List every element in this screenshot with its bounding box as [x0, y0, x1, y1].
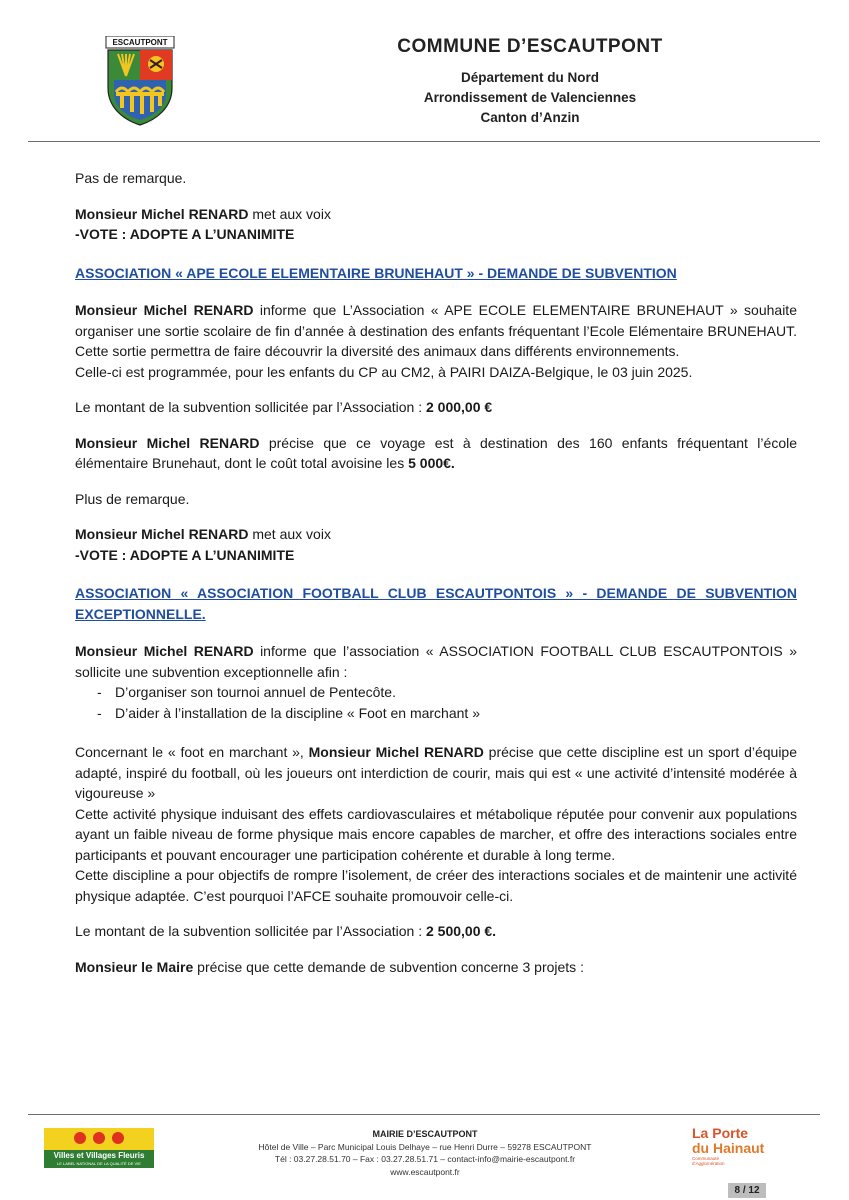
website-line: www.escautpont.fr [390, 1166, 460, 1177]
footer-divider [28, 1114, 820, 1115]
mairie-title: MAIRIE D’ESCAUTPONT [372, 1129, 478, 1139]
speaker-name: Monsieur Michel RENARD [308, 744, 484, 760]
vvf-title: Villes et Villages Fleuris [53, 1151, 145, 1160]
arrondissement-line: Arrondissement de Valenciennes [423, 90, 637, 105]
total-cost: 5 000€. [408, 455, 455, 471]
objectives-list [75, 682, 797, 723]
list-item: - D’aider à l’installation de la discipline « Foot en marchant » [97, 703, 797, 724]
villes-villages-fleuris-logo [44, 1128, 154, 1168]
paragraph [75, 742, 797, 804]
paragraph: Cette discipline a pour objectifs de rompre l’isolement, de créer des interactions sociales et de maintenir une activité physique adaptée. C’est pourquoi l’AFCE souhaite promouvoir celle-ci. [75, 867, 797, 904]
commune-title: COMMUNE D’ESCAUTPONT [397, 36, 663, 57]
paragraph [75, 641, 797, 682]
porte-line-1: La Porte [692, 1125, 749, 1141]
canton-line: Canton d’Anzin [480, 110, 580, 125]
porte-line-2: du Hainaut [692, 1140, 765, 1156]
amount-paragraph [75, 921, 797, 942]
paragraph-text: informe que l’association « ASSOCIATION FOOTBALL CLUB ESCAUTPONTOIS » sollicite une subvention exceptionnelle afin : [75, 643, 797, 680]
paragraph-text: précise que cette discipline est un sport d’équipe adapté, inspiré du football, où les joueurs ont interdiction de courir, mais qui est « une activité d’intensité modérée à vigoureuse » [75, 744, 798, 801]
page-number: 8 / 12 [728, 1183, 766, 1198]
vote-text: met aux voix [248, 205, 331, 222]
vote-result: -VOTE : ADOPTE A L’UNANIMITE [75, 226, 295, 242]
vote-line [75, 524, 797, 545]
paragraph-text: précise que cette demande de subvention concerne 3 projets : [193, 958, 584, 975]
speaker-name: Monsieur Michel RENARD [75, 526, 249, 542]
escautpont-crest-logo [104, 36, 176, 126]
vote-result: -VOTE : ADOPTE A L’UNANIMITE [75, 546, 295, 563]
paragraph-text: précise que ce voyage est à destination des 160 enfants fréquentant l’école élémentaire Brunehaut, dont le coût total avoisine les [75, 434, 797, 471]
address-line: Hôtel de Ville – Parc Municipal Louis Delhaye – rue Henri Durre – 59278 ESCAUTPONT [258, 1141, 592, 1152]
header-divider [28, 141, 820, 142]
paragraph [75, 957, 797, 978]
amount-value: 2 500,00 €. [425, 923, 497, 939]
minutes-body [75, 168, 797, 992]
footer-address [200, 1128, 650, 1178]
letterhead [320, 36, 740, 128]
paragraph: Celle-ci est programmée, pour les enfants du CP au CM2, à PAIRI DAIZA-Belgique, le 03 juin 2025. [75, 363, 693, 380]
amount-label: Le montant de la subvention sollicitée par l’Association : [75, 399, 426, 415]
speaker-name: Monsieur Michel RENARD [75, 205, 249, 222]
flowers-icon [44, 1128, 154, 1150]
amount-value: 2 000,00 € [425, 399, 493, 415]
paragraph [75, 300, 797, 362]
speaker-name: Monsieur le Maire [75, 958, 194, 975]
vote-line [75, 204, 797, 225]
paragraph: Cette activité physique induisant des effets cardiovasculaires et métabolique réputée pour convenir aux populations ayant un faible niveau de forme physique mais encore capables de marcher, et offre des interactions sociales entre participants et pouvant encourager une participation cohérente et durable à long terme. [75, 805, 797, 863]
vote-text: met aux voix [248, 526, 331, 542]
speaker-name: Monsieur Michel RENARD [75, 434, 260, 451]
crest-label: ESCAUTPONT [112, 38, 168, 47]
paragraph [75, 433, 797, 474]
contact-line: Tél : 03.27.28.51.70 – Fax : 03.27.28.51.71 – contact-info@mairie-escautpont.fr [274, 1154, 576, 1164]
remark-paragraph: Pas de remarque. [75, 170, 187, 186]
list-item: - D’organiser son tournoi annuel de Pentecôte. [97, 682, 797, 703]
section-title-ape: ASSOCIATION « APE ECOLE ELEMENTAIRE BRUNEHAUT » - DEMANDE DE SUBVENTION [75, 264, 677, 281]
porte-du-hainaut-logo [692, 1126, 792, 1166]
departement-line: Département du Nord [460, 70, 599, 85]
section-title-football: ASSOCIATION « ASSOCIATION FOOTBALL CLUB ESCAUTPONTOIS » - DEMANDE DE SUBVENTION EXCEPTIONNELLE. [75, 585, 797, 622]
porte-subtitle: Communauté d’Agglomération [692, 1156, 725, 1166]
speaker-name: Monsieur Michel RENARD [75, 643, 254, 659]
vvf-tagline: LE LABEL NATIONAL DE LA QUALITÉ DE VIE [57, 1161, 141, 1166]
paragraph-text: informe que L’Association « APE ECOLE ELEMENTAIRE BRUNEHAUT » souhaite organiser une sortie scolaire de fin d’année à destination des enfants fréquentant l’Ecole Elémentaire BRUNEHAUT. Cette sortie permettra de faire découvrir la diversité des animaux dans différents environnements. [75, 302, 797, 359]
amount-label: Le montant de la subvention sollicitée par l’Association : [75, 923, 426, 939]
amount-paragraph [75, 397, 797, 418]
remark-paragraph: Plus de remarque. [75, 490, 190, 507]
paragraph-text: Concernant le « foot en marchant », [75, 744, 309, 760]
speaker-name: Monsieur Michel RENARD [75, 302, 254, 318]
